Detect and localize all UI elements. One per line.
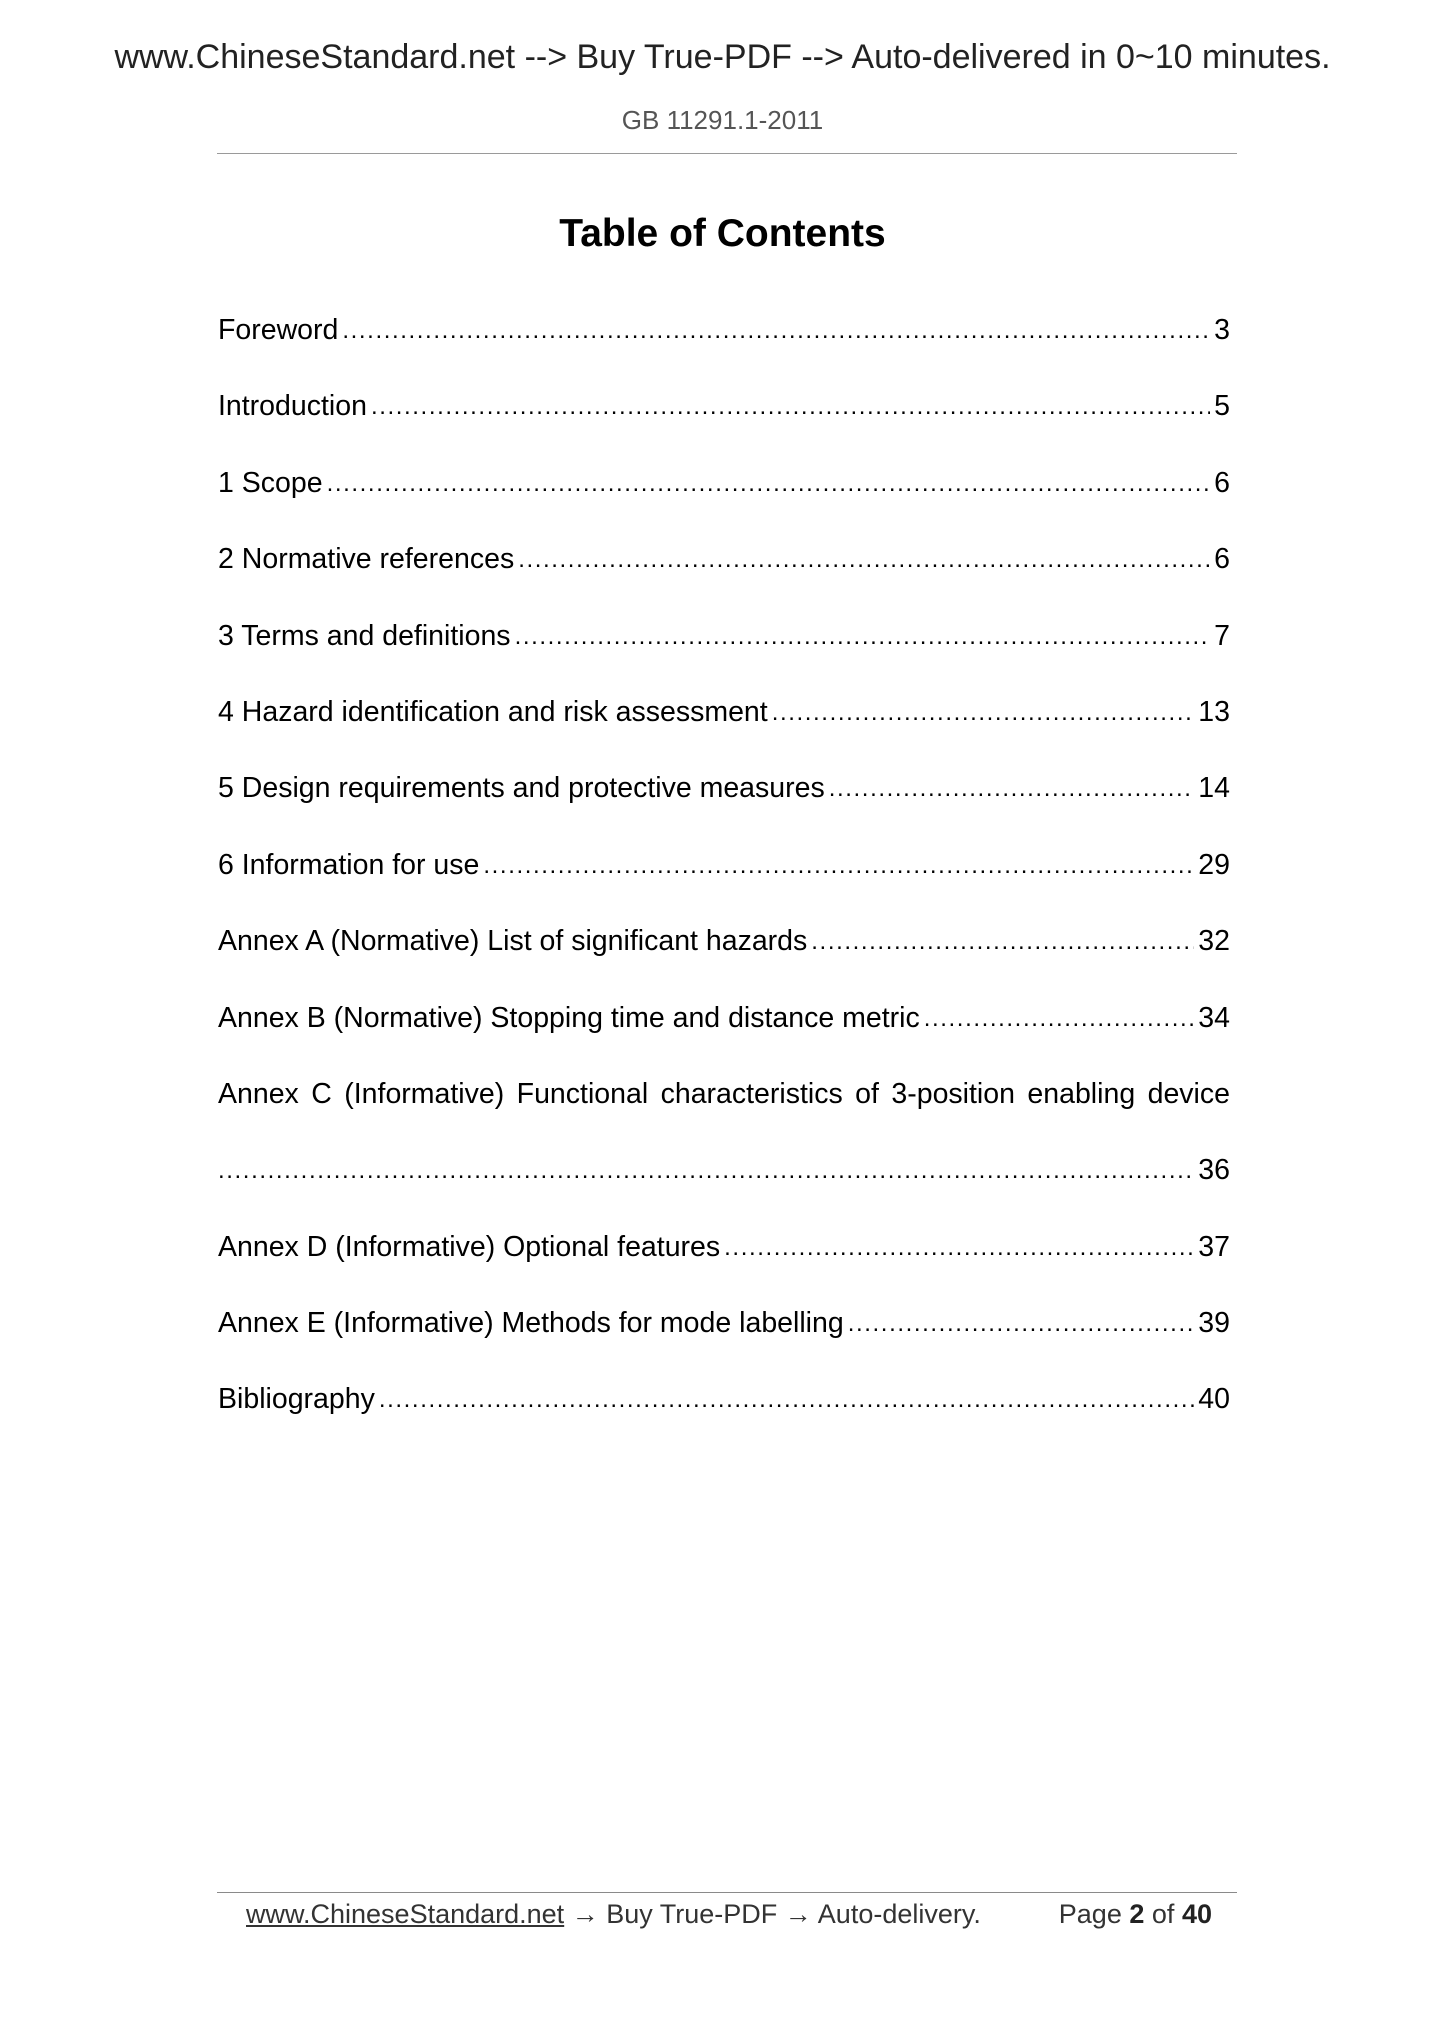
toc-entry-page: 7 [1214,619,1230,652]
toc-entry-annex-b[interactable] [218,996,1230,1072]
dot-leader [772,690,1195,736]
toc-entry-design-requirements[interactable] [218,766,1230,842]
site-banner: www.ChineseStandard.net --> Buy True-PDF --> Auto-delivered in 0~10 minutes. [114,38,1331,76]
toc-entry-introduction[interactable] [218,384,1230,460]
toc-entry-label: Foreword [218,314,339,346]
toc-entry-annex-c[interactable] [218,1072,1230,1148]
dot-leader [848,1301,1195,1347]
toc-entry-page: 5 [1214,390,1230,423]
dot-leader [327,461,1211,507]
toc-entry-label: 5 Design requirements and protective measures [218,772,825,805]
footer-site-link[interactable]: www.ChineseStandard.net [246,1899,565,1929]
toc-entry-page: 39 [1198,1307,1230,1340]
toc-entry-bibliography[interactable] [218,1377,1230,1453]
toc-entry-page: 29 [1198,848,1230,881]
toc-entry-page: 6 [1214,543,1230,576]
toc-entry-scope[interactable] [218,461,1230,537]
dot-leader [371,384,1210,430]
dot-leader [515,614,1211,660]
dot-leader [483,843,1194,889]
toc-entry-label: Bibliography [218,1383,375,1416]
dot-leader [518,537,1210,583]
dot-leader [379,1377,1194,1423]
toc-entry-label: Annex E (Informative) Methods for mode labelling [218,1307,844,1340]
toc-entry-information-for-use[interactable] [218,843,1230,919]
toc-entry-hazard-identification[interactable] [218,690,1230,766]
toc-entry-page: 6 [1214,466,1230,499]
dot-leader [924,996,1195,1042]
toc-entry-normative-references[interactable] [218,537,1230,613]
footer-divider [217,1892,1237,1893]
arrow-right-icon: → [784,1899,812,1929]
toc-entry-label: Introduction [218,390,367,423]
toc-entry-page: 13 [1198,695,1230,728]
toc-entry-annex-c-continuation[interactable] [218,1148,1230,1224]
toc-entry-annex-d[interactable] [218,1225,1230,1301]
toc-entry-annex-a[interactable] [218,919,1230,995]
toc-entry-label: Annex A (Normative) List of significant hazards [218,925,808,958]
toc-entry-label: 2 Normative references [218,543,515,576]
toc-entry-page: 34 [1198,1001,1230,1034]
page-footer [246,1894,1216,1934]
toc-entry-label: Annex D (Informative) Optional features [218,1230,721,1263]
dot-leader [829,766,1195,812]
toc-entry-label: 6 Information for use [218,848,480,881]
page-current: 2 [1129,1899,1145,1929]
toc-entry-page: 3 [1214,314,1230,346]
toc-entry-terms-definitions[interactable] [218,614,1230,690]
arrow-right-icon: → [571,1899,599,1929]
toc-entry-page: 36 [1198,1154,1230,1187]
footer-delivery-text: Auto-delivery. [817,1899,981,1929]
toc-entry-annex-e[interactable] [218,1301,1230,1377]
toc-entry-page: 40 [1198,1383,1230,1416]
toc-entry-label: 1 Scope [218,466,323,499]
toc-entry-label: Annex C (Informative) Functional characteristics of 3-position enabling device [218,1077,1230,1110]
toc-entry-page: 32 [1198,925,1230,958]
toc-list [218,308,1230,1454]
footer-promo [246,1894,981,1934]
dot-leader [724,1225,1194,1271]
header-divider [217,153,1237,154]
footer-buy-text: Buy True-PDF [606,1899,778,1929]
toc-entry-page: 37 [1198,1230,1230,1263]
toc-title: Table of Contents [559,212,886,255]
dot-leader [218,1148,1194,1194]
dot-leader [811,919,1194,965]
page-word: Page [1058,1899,1122,1929]
toc-entry-page: 14 [1198,772,1230,805]
page-total: 40 [1181,1899,1212,1929]
toc-entry-label: 3 Terms and definitions [218,619,511,652]
of-word: of [1151,1899,1175,1929]
toc-entry-foreword[interactable] [218,308,1230,384]
page-number [1059,1894,1212,1934]
dot-leader [342,308,1210,354]
toc-entry-label: 4 Hazard identification and risk assessment [218,695,768,728]
toc-entry-label: Annex B (Normative) Stopping time and distance metric [218,1001,920,1034]
document-id: GB 11291.1-2011 [621,105,824,135]
